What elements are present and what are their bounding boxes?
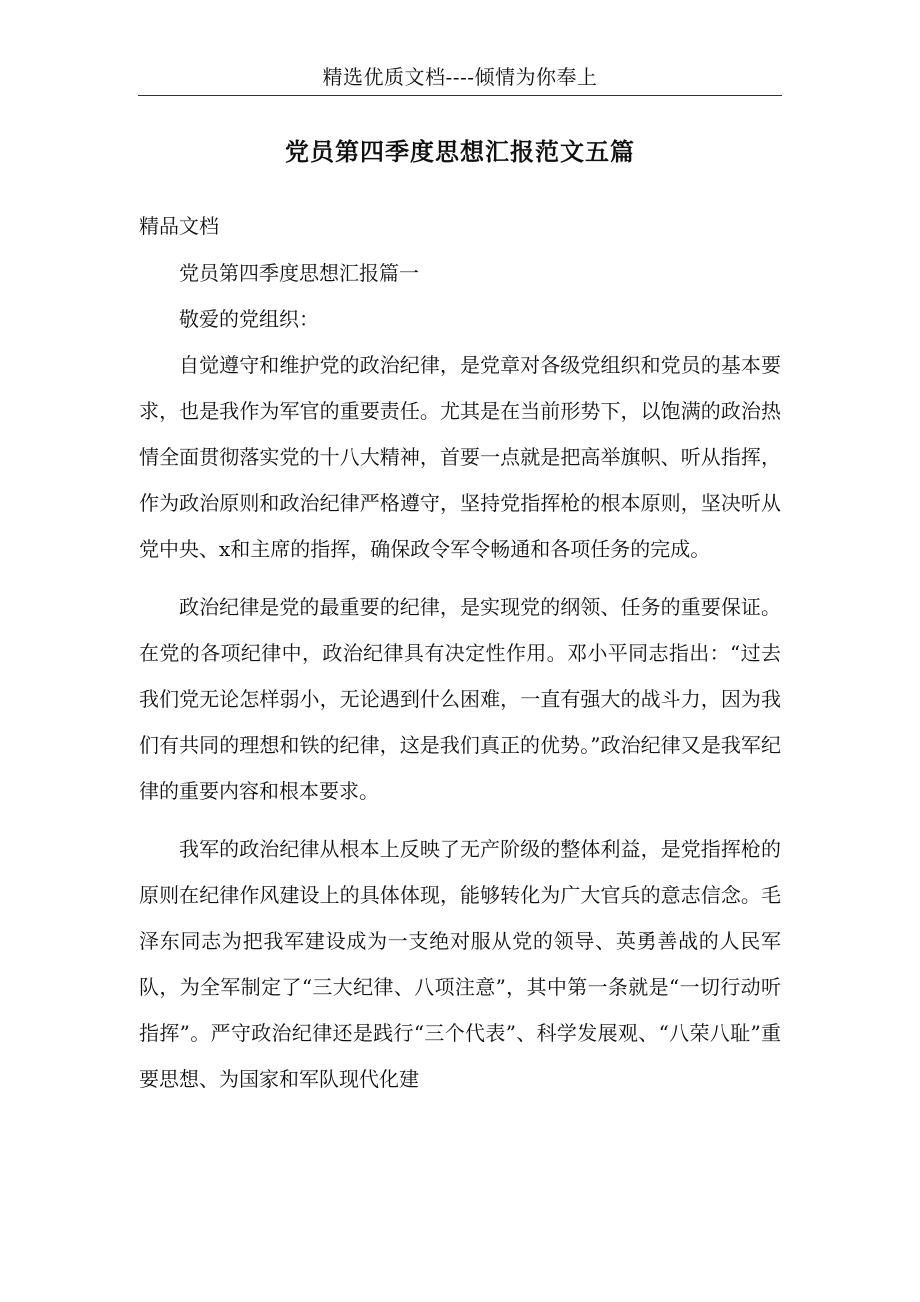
salutation: 敬爱的党组织： — [179, 307, 319, 331]
body-paragraph: 我军的政治纪律从根本上反映了无产阶级的整体利益，是党指挥枪的原则在纪律作风建设上的具体体现，能够转化为广大官兵的意志信念。毛泽东同志为把我军建设成为一支绝对服从党的领导、英勇善战的人民军队，为全军制定了“三大纪律、八项注意”，其中第一条就是“一切行动听指挥”。严守政治纪律还是践行“三个代表”、科学发展观、“八荣八耻”重要思想、为国家和军队现代化建 — [139, 837, 781, 1091]
document-body — [139, 250, 781, 1102]
body-paragraph: 政治纪律是党的最重要的纪律，是实现党的纲领、任务的重要保证。在党的各项纪律中，政治纪律具有决定性作用。邓小平同志指出：“过去我们党无论怎样弱小，无论遇到什么困难，一直有强大的战斗力，因为我们有共同的理想和铁的纪律，这是我们真正的优势。”政治纪律又是我军纪律的重要内容和根本要求。 — [139, 595, 781, 803]
body-paragraph: 自觉遵守和维护党的政治纪律，是党章对各级党组织和党员的基本要求，也是我作为军官的重要责任。尤其是在当前形势下，以饱满的政治热情全面贯彻落实党的十八大精神，首要一点就是把高举旗帜、听从指挥，作为政治原则和政治纪律严格遵守，坚持党指挥枪的根本原则，坚决听从党中央、x和主席的指挥，确保政令军令畅通和各项任务的完成。 — [139, 353, 781, 561]
page-header: 精选优质文档----倾情为你奉上 — [322, 65, 598, 89]
document-label: 精品文档 — [139, 214, 219, 238]
document-title: 党员第四季度思想汇报范文五篇 — [285, 137, 635, 166]
section-heading: 党员第四季度思想汇报篇一 — [179, 261, 419, 285]
header-divider — [138, 95, 782, 96]
